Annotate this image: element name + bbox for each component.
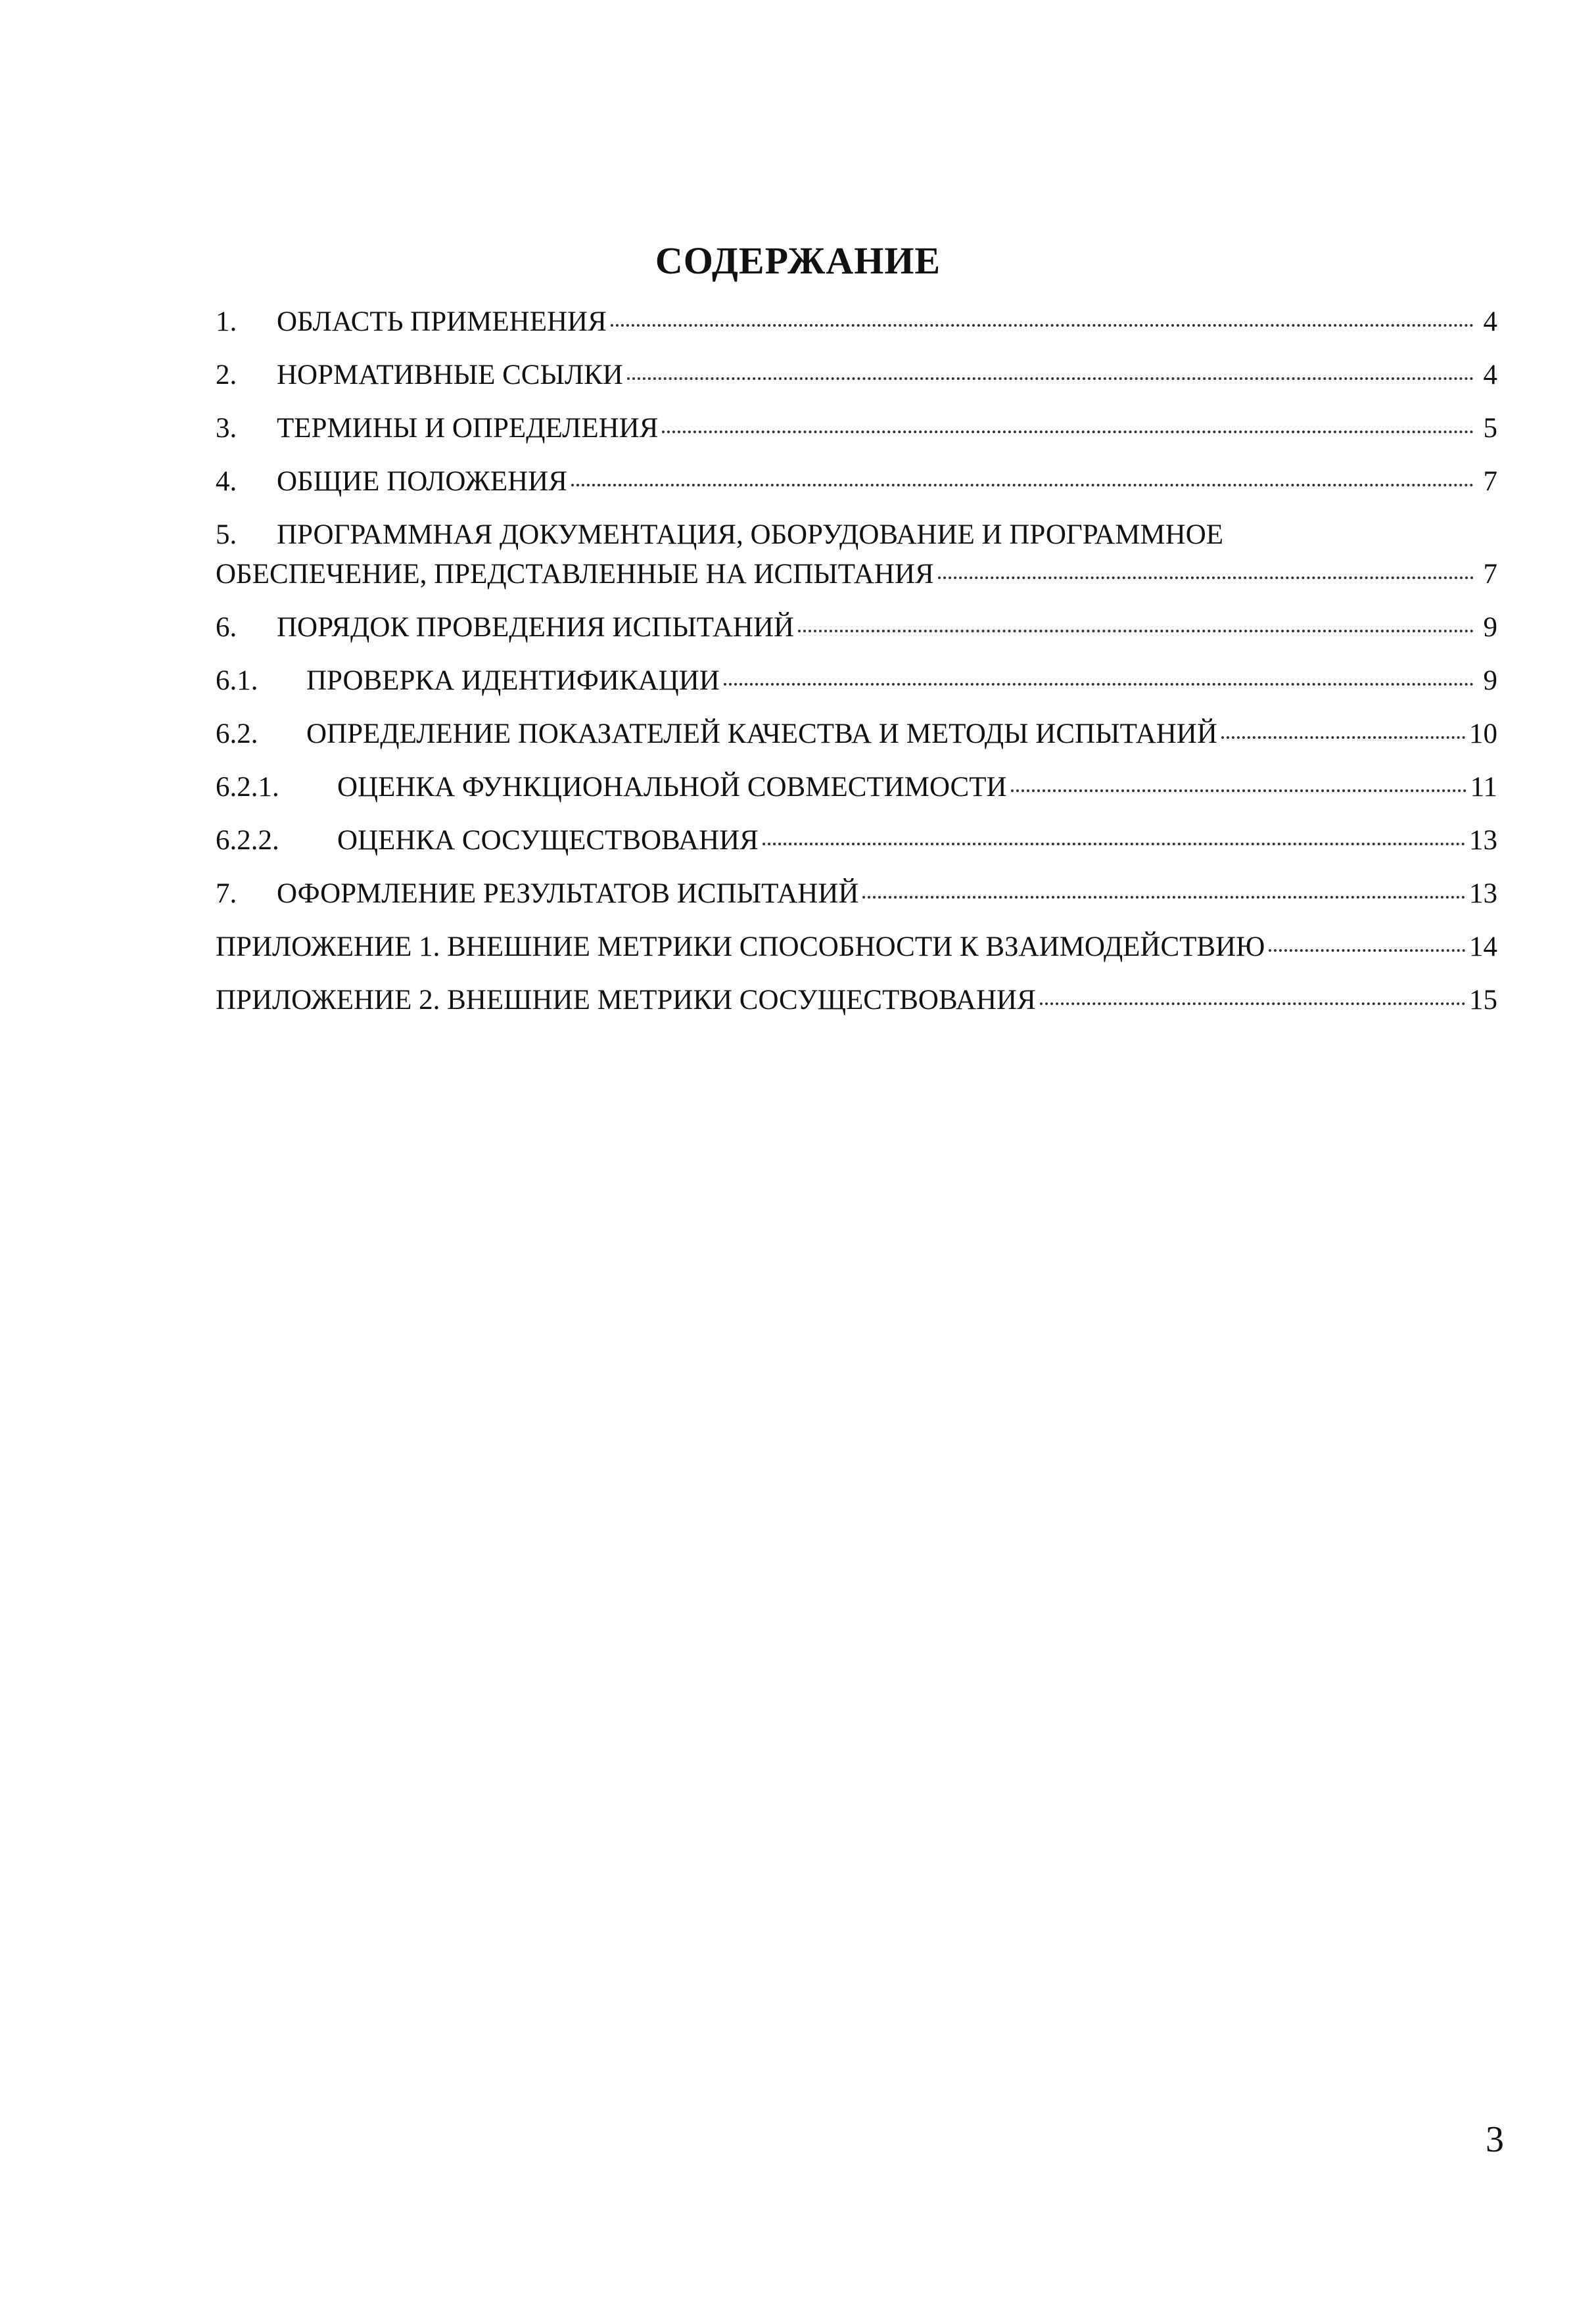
toc-entry-number: 1. — [216, 306, 237, 337]
toc-entry-label: ОПРЕДЕЛЕНИЕ ПОКАЗАТЕЛЕЙ КАЧЕСТВА И МЕТОДЫ ИСПЫТАНИЙ — [306, 718, 1217, 749]
toc-entry-page: 9 — [1483, 612, 1497, 643]
toc-entry-page: 13 — [1469, 825, 1497, 856]
toc-entry-number: 3. — [216, 413, 237, 444]
toc-entry-page: 7 — [1483, 559, 1497, 590]
dot-leader — [571, 471, 1474, 486]
toc-entry-appendix-1[interactable] — [216, 927, 1497, 967]
toc-entry-label-line2: ОБЕСПЕЧЕНИЕ, ПРЕДСТАВЛЕННЫЕ НА ИСПЫТАНИЯ — [216, 559, 934, 590]
toc-entry-number: 6.2.1. — [216, 772, 279, 803]
dot-leader — [627, 364, 1474, 380]
dot-leader — [1011, 776, 1467, 792]
toc-entry-page: 9 — [1483, 665, 1497, 696]
toc-entry-number: 6.2.2. — [216, 825, 279, 856]
table-of-contents — [216, 302, 1497, 1034]
toc-entry-label: ПРИЛОЖЕНИЕ 1. ВНЕШНИЕ МЕТРИКИ СПОСОБНОСТИ К ВЗАИМОДЕЙСТВИЮ — [216, 931, 1265, 962]
toc-entry-page: 7 — [1483, 466, 1497, 497]
toc-entry-page: 13 — [1469, 878, 1497, 909]
toc-entry-number: 4. — [216, 466, 237, 497]
toc-entry-number: 2. — [216, 360, 237, 390]
toc-entry-6-2-2[interactable] — [216, 821, 1497, 860]
dot-leader — [611, 311, 1474, 327]
toc-entry-label: ПОРЯДОК ПРОВЕДЕНИЯ ИСПЫТАНИЙ — [277, 612, 795, 643]
dot-leader — [862, 883, 1465, 899]
dot-leader — [938, 563, 1474, 579]
page-number: 3 — [1486, 2119, 1504, 2160]
toc-entry-page: 11 — [1470, 772, 1497, 803]
toc-entry-number: 6.2. — [216, 718, 258, 749]
toc-entry-label: ПРИЛОЖЕНИЕ 2. ВНЕШНИЕ МЕТРИКИ СОСУЩЕСТВОВАНИЯ — [216, 985, 1036, 1016]
toc-entry-6-2[interactable] — [216, 715, 1497, 754]
toc-entry-page: 10 — [1469, 718, 1497, 749]
toc-entry-page: 14 — [1469, 931, 1497, 962]
toc-entry-label: НОРМАТИВНЫЕ ССЫЛКИ — [277, 360, 623, 390]
toc-entry-4[interactable] — [216, 462, 1497, 502]
toc-entry-page: 15 — [1469, 985, 1497, 1016]
toc-entry-label: ТЕРМИНЫ И ОПРЕДЕЛЕНИЯ — [277, 413, 659, 444]
dot-leader — [1221, 723, 1465, 739]
toc-entry-number: 6.1. — [216, 665, 258, 696]
toc-entry-number: 5. — [216, 519, 237, 550]
toc-entry-1[interactable] — [216, 302, 1497, 342]
toc-entry-page: 5 — [1483, 413, 1497, 444]
toc-entry-label: ОЦЕНКА СОСУЩЕСТВОВАНИЯ — [337, 825, 759, 856]
toc-entry-6[interactable] — [216, 608, 1497, 647]
toc-entry-label: ОЦЕНКА ФУНКЦИОНАЛЬНОЙ СОВМЕСТИМОСТИ — [337, 772, 1007, 803]
toc-title: СОДЕРЖАНИЕ — [655, 239, 941, 282]
toc-entry-label: ПРОВЕРКА ИДЕНТИФИКАЦИИ — [306, 665, 720, 696]
dot-leader — [1269, 936, 1465, 952]
toc-entry-page: 4 — [1483, 360, 1497, 390]
dot-leader — [1040, 989, 1465, 1005]
dot-leader — [662, 417, 1474, 433]
toc-entry-2[interactable] — [216, 356, 1497, 395]
toc-entry-number: 6. — [216, 612, 237, 643]
toc-entry-label-line1: ПРОГРАММНАЯ ДОКУМЕНТАЦИЯ, ОБОРУДОВАНИЕ И ПРОГРАММНОЕ — [277, 519, 1224, 550]
dot-leader — [724, 670, 1474, 686]
toc-entry-6-1[interactable] — [216, 661, 1497, 701]
toc-entry-6-2-1[interactable] — [216, 768, 1497, 807]
toc-entry-7[interactable] — [216, 874, 1497, 914]
toc-entry-page: 4 — [1483, 306, 1497, 337]
dot-leader — [798, 617, 1474, 632]
toc-entry-label: ОФОРМЛЕНИЕ РЕЗУЛЬТАТОВ ИСПЫТАНИЙ — [277, 878, 859, 909]
toc-entry-label: ОБЛАСТЬ ПРИМЕНЕНИЯ — [277, 306, 607, 337]
toc-entry-appendix-2[interactable] — [216, 981, 1497, 1020]
toc-entry-5[interactable] — [216, 515, 1497, 594]
toc-entry-label: ОБЩИЕ ПОЛОЖЕНИЯ — [277, 466, 567, 497]
toc-entry-number: 7. — [216, 878, 237, 909]
toc-entry-3[interactable] — [216, 409, 1497, 448]
dot-leader — [763, 830, 1465, 845]
